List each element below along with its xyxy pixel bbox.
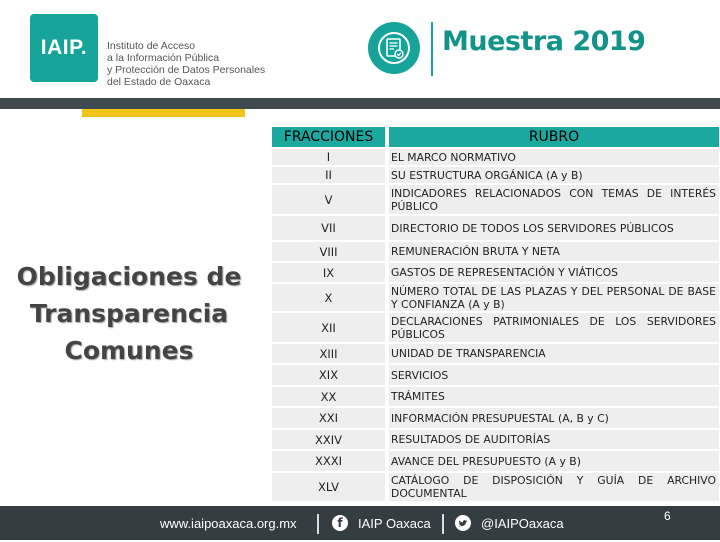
cell-fraccion: X [272,284,385,311]
cell-fraccion: VII [272,216,385,240]
cell-rubro: RESULTADOS DE AUDITORÍAS [389,430,719,449]
table-row [272,451,719,471]
table-row [272,284,719,311]
cell-fraccion: IX [272,263,385,282]
page-footer [0,506,720,540]
cell-fraccion: XX [272,387,385,406]
muestra-title: Muestra 2019 [442,26,646,57]
table-row [272,242,719,261]
cell-fraccion: VIII [272,242,385,261]
header-divider [431,22,433,76]
cell-rubro: EL MARCO NORMATIVO [389,149,719,165]
cell-rubro: SERVICIOS [389,365,719,385]
cell-rubro: TRÁMITES [389,387,719,406]
cell-fraccion: XIII [272,344,385,363]
cell-rubro: INDICADORES RELACIONADOS CON TEMAS DE INTERÉS PÚBLICO [389,185,719,214]
cell-rubro: SU ESTRUCTURA ORGÁNICA (A y B) [389,167,719,183]
cell-fraccion: XII [272,313,385,342]
column-header-rubro: RUBRO [389,127,719,147]
table-row [272,216,719,240]
cell-rubro: UNIDAD DE TRANSPARENCIA [389,344,719,363]
table-row [272,185,719,214]
section-title [0,258,258,369]
table-row [272,430,719,449]
cell-fraccion: XXIV [272,430,385,449]
cell-rubro: INFORMACIÓN PRESUPUESTAL (A, B y C) [389,408,719,428]
cell-fraccion: XXI [272,408,385,428]
table-header [272,127,719,147]
table-row [272,387,719,406]
facebook-icon: f [332,515,348,531]
column-header-fracciones: FRACCIONES [272,127,385,147]
table-row [272,365,719,385]
org-line: del Estado de Oaxaca [107,76,211,88]
table-row [272,344,719,363]
table-row [272,263,719,282]
website-link[interactable]: www.iaipoaxaca.org.mx [160,516,297,531]
org-line: y Protección de Datos Personales [107,64,266,76]
cell-fraccion: XIX [272,365,385,385]
iaip-logo: IAIP. [30,14,98,82]
org-line: a la Información Pública [107,52,220,64]
footer-divider [317,514,319,534]
page-header [0,0,720,98]
cell-rubro: NÚMERO TOTAL DE LAS PLAZAS Y DEL PERSONAL DE BASE Y CONFIANZA (A y B) [389,284,719,311]
section-title-line: Comunes [64,336,194,365]
twitter-icon [455,515,471,531]
cell-rubro: DECLARACIONES PATRIMONIALES DE LOS SERVIDORES PÚBLICOS [389,313,719,342]
header-accent [82,109,245,117]
page-number: 6 [664,509,671,523]
cell-fraccion: II [272,167,385,183]
section-title-line: Obligaciones de [16,262,242,291]
table-row [272,149,719,165]
footer-divider [442,514,444,534]
table-row [272,408,719,428]
table-row [272,473,719,501]
organization-name [107,40,287,88]
cell-rubro: GASTOS DE REPRESENTACIÓN Y VIÁTICOS [389,263,719,282]
cell-rubro: REMUNERACIÓN BRUTA Y NETA [389,242,719,261]
org-line: Instituto de Acceso [107,40,196,52]
cell-rubro: DIRECTORIO DE TODOS LOS SERVIDORES PÚBLICOS [389,216,719,240]
cell-rubro: CATÁLOGO DE DISPOSICIÓN Y GUÍA DE ARCHIVO DOCUMENTAL [389,473,719,501]
cell-rubro: AVANCE DEL PRESUPUESTO (A y B) [389,451,719,471]
facebook-link[interactable]: IAIP Oaxaca [358,516,431,531]
table-row [272,313,719,342]
header-bar [0,98,720,109]
cell-fraccion: V [272,185,385,214]
section-title-line: Transparencia [29,299,229,328]
table-row [272,167,719,183]
cell-fraccion: XXXI [272,451,385,471]
document-check-icon [368,22,420,74]
cell-fraccion: XLV [272,473,385,501]
cell-fraccion: I [272,149,385,165]
twitter-link[interactable]: @IAIPOaxaca [481,516,564,531]
